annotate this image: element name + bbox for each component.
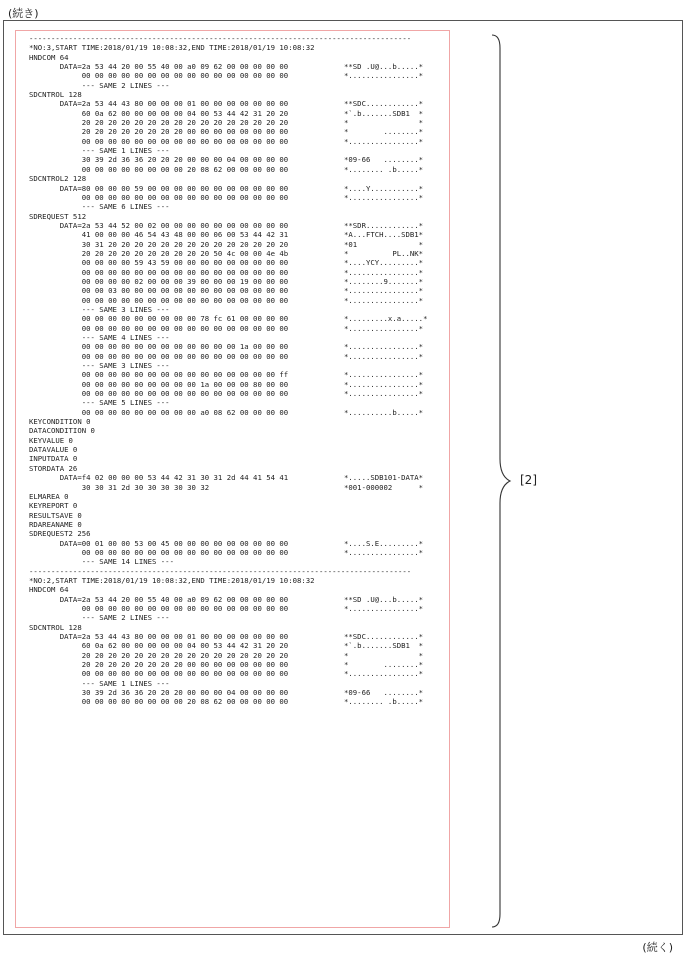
dump-line: [29, 623, 449, 632]
dump-line: [29, 277, 449, 286]
dump-hex-text: 00 00 00 00 00 00 00 00 00 00 00 00 00 00 00 00: [29, 267, 289, 277]
dump-hex-text: 00 00 00 00 00 00 00 00 00 78 fc 61 00 00 00 00: [29, 314, 289, 324]
dump-ascii-text: *................*: [344, 323, 424, 333]
dump-line: [29, 81, 449, 90]
dump-ascii-text: *....Y...........*: [344, 183, 424, 193]
dump-hex-text: ---------------------------------------------------------------------------------------: [29, 566, 412, 576]
dump-hex-text: HNDCOM 64: [29, 52, 69, 62]
dump-hex-text: --- SAME 1 LINES ---: [29, 146, 170, 156]
dump-hex-text: KEYREPORT 0: [29, 501, 78, 511]
dump-hex-text: *NO:3,START TIME:2018/01/19 10:08:32,END TIME:2018/01/19 10:08:32: [29, 43, 315, 53]
right-brace-icon: [490, 34, 520, 929]
dump-hex-text: 00 00 00 00 00 00 00 00 00 00 00 00 00 00 00 00: [29, 192, 289, 202]
dump-hex-text: KEYCONDITION 0: [29, 417, 91, 427]
dump-hex-text: 00 00 00 00 02 00 00 00 39 00 00 00 19 00 00 00: [29, 276, 289, 286]
dump-line: [29, 314, 449, 323]
dump-hex-text: 30 30 31 2d 30 30 30 30 30 32: [29, 482, 210, 492]
dump-line: [29, 557, 449, 566]
dump-line: [29, 324, 449, 333]
dump-hex-text: 00 00 00 00 00 00 00 00 00 00 00 00 00 00 00 00: [29, 669, 289, 679]
dump-hex-text: SDCNTROL 128: [29, 90, 82, 100]
dump-ascii-text: *................*: [344, 351, 424, 361]
dump-line: [29, 258, 449, 267]
dump-line: [29, 548, 449, 557]
dump-ascii-text: *................*: [344, 342, 424, 352]
dump-hex-text: SDREQUEST 512: [29, 211, 87, 221]
dump-line: [29, 361, 449, 370]
dump-hex-text: INPUTDATA 0: [29, 454, 78, 464]
dump-hex-text: 60 0a 62 00 00 00 00 00 04 00 53 44 42 31 20 20: [29, 641, 289, 651]
dump-line: [29, 268, 449, 277]
dump-ascii-text: *................*: [344, 286, 424, 296]
dump-line: [29, 398, 449, 407]
dump-hex-text: 30 39 2d 36 36 20 20 20 00 00 00 04 00 00 00 00: [29, 688, 289, 698]
dump-ascii-text: **SD .U@...b.....*: [344, 594, 424, 604]
dump-line: [29, 426, 449, 435]
dump-line: [29, 230, 449, 239]
dump-ascii-text: **SD .U@...b.....*: [344, 62, 424, 72]
dump-ascii-text: *................*: [344, 370, 424, 380]
dump-hex-text: 00 00 00 00 00 00 00 00 00 00 00 00 00 00 00 00: [29, 136, 289, 146]
dump-ascii-text: *................*: [344, 379, 424, 389]
dump-line: [29, 240, 449, 249]
dump-line: [29, 660, 449, 669]
dump-hex-text: --- SAME 1 LINES ---: [29, 678, 170, 688]
dump-hex-text: --- SAME 2 LINES ---: [29, 80, 170, 90]
dump-hex-text: SDCNTROL 128: [29, 622, 82, 632]
dump-line: [29, 165, 449, 174]
dump-hex-text: --- SAME 3 LINES ---: [29, 304, 170, 314]
dump-line: [29, 146, 449, 155]
dump-hex-text: RDAREANAME 0: [29, 519, 82, 529]
dump-line: [29, 352, 449, 361]
dump-ascii-text: **SDR............*: [344, 220, 424, 230]
dump-line: [29, 305, 449, 314]
dump-line: [29, 529, 449, 538]
dump-ascii-text: *..........b.....*: [344, 407, 424, 417]
dump-hex-text: RESULTSAVE 0: [29, 510, 82, 520]
dump-line: [29, 520, 449, 529]
dump-hex-text: 00 00 00 00 00 00 00 00 20 08 62 00 00 00 00 00: [29, 697, 289, 707]
dump-ascii-text: *.....SDB101-DATA*: [344, 473, 424, 483]
dump-hex-text: DATA=80 00 00 00 59 00 00 00 00 00 00 00 00 00 00 00: [29, 183, 289, 193]
dump-hex-text: 00 00 00 00 00 00 00 00 00 00 00 00 00 00 00 00: [29, 603, 289, 613]
dump-line: [29, 641, 449, 650]
dump-ascii-text: *001-000002 *: [344, 482, 424, 492]
dump-hex-text: 20 20 20 20 20 20 20 20 20 20 20 20 20 20 20 20: [29, 118, 289, 128]
dump-hex-text: 00 00 00 00 00 00 00 00 00 00 00 00 00 00 00 00: [29, 389, 289, 399]
dump-hex-text: 41 00 00 00 46 54 43 48 00 00 06 00 53 44 42 31: [29, 230, 289, 240]
dump-line: [29, 651, 449, 660]
dump-hex-text: 30 31 20 20 20 20 20 20 20 20 20 20 20 20 20 20: [29, 239, 289, 249]
dump-line: [29, 333, 449, 342]
dump-ascii-text: *....S.E.........*: [344, 538, 424, 548]
dump-ascii-text: *........ .b.....*: [344, 697, 424, 707]
dump-line: [29, 417, 449, 426]
dump-ascii-text: *`.b.......SDB1 *: [344, 108, 424, 118]
dump-ascii-text: *09-66 ........*: [344, 688, 424, 698]
dump-line: [29, 679, 449, 688]
dump-line: [29, 473, 449, 482]
dump-line: [29, 174, 449, 183]
dump-line: [29, 34, 449, 43]
dump-hex-text: 30 39 2d 36 36 20 20 20 00 00 00 04 00 00 00 00: [29, 155, 289, 165]
dump-hex-text: DATA=f4 02 00 00 00 53 44 42 31 30 31 2d 44 41 54 41: [29, 473, 289, 483]
dump-hex-text: DATA=00 01 00 00 53 00 45 00 00 00 00 00 00 00 00 00: [29, 538, 289, 548]
dump-ascii-text: **SDC............*: [344, 99, 424, 109]
dump-ascii-text: *01 *: [344, 239, 424, 249]
dump-line: [29, 576, 449, 585]
continued-label-top: (続き): [8, 7, 39, 20]
dump-ascii-text: *09-66 ........*: [344, 155, 424, 165]
dump-line: [29, 62, 449, 71]
dump-ascii-text: * ........*: [344, 660, 424, 670]
dump-line: [29, 697, 449, 706]
dump-hex-text: 00 00 00 00 00 00 00 00 00 00 00 00 00 00 00 00: [29, 351, 289, 361]
continued-label-bottom: (続く): [642, 941, 673, 954]
dump-line: [29, 90, 449, 99]
dump-line: [29, 342, 449, 351]
dump-line: [29, 109, 449, 118]
dump-line: [29, 193, 449, 202]
dump-hex-text: --- SAME 3 LINES ---: [29, 361, 170, 371]
dump-hex-text: 00 00 00 00 00 00 00 00 00 00 00 00 00 00 00 00: [29, 547, 289, 557]
dump-hex-text: 20 20 20 20 20 20 20 20 00 00 00 00 00 00 00 00: [29, 127, 289, 137]
dump-hex-text: --- SAME 14 LINES ---: [29, 557, 174, 567]
dump-ascii-text: *........9.......*: [344, 276, 424, 286]
dump-line: [29, 212, 449, 221]
dump-hex-text: DATAVALUE 0: [29, 445, 78, 455]
dump-line: [29, 539, 449, 548]
dump-hex-text: 00 00 00 00 00 00 00 00 00 00 00 00 00 00 00 00: [29, 71, 289, 81]
dump-ascii-text: *........ .b.....*: [344, 164, 424, 174]
dump-ascii-text: *A...FTCH....SDB1*: [344, 230, 424, 240]
dump-hex-text: DATA=2a 53 44 52 00 02 00 00 00 00 00 00 00 00 00 00: [29, 220, 289, 230]
dump-ascii-text: *................*: [344, 136, 424, 146]
dump-line: [29, 604, 449, 613]
dump-ascii-text: *................*: [344, 547, 424, 557]
dump-hex-text: ELMAREA 0: [29, 491, 69, 501]
dump-line: [29, 202, 449, 211]
dump-hex-text: STORDATA 26: [29, 463, 78, 473]
dump-hex-text: SDCNTROL2 128: [29, 174, 87, 184]
dump-hex-text: --- SAME 6 LINES ---: [29, 202, 170, 212]
dump-ascii-text: * *: [344, 650, 424, 660]
dump-hex-text: 00 00 00 00 59 43 59 00 00 00 00 00 00 00 00 00: [29, 258, 289, 268]
dump-ascii-text: **SDC............*: [344, 632, 424, 641]
dump-line: [29, 501, 449, 510]
dump-hex-text: DATA=2a 53 44 20 00 55 40 00 a0 09 62 00 00 00 00 00: [29, 594, 289, 604]
dump-hex-text: 00 00 03 00 00 00 00 00 00 00 00 00 00 00 00 00: [29, 286, 289, 296]
dump-line: [29, 249, 449, 258]
bracket-label: [2]: [520, 473, 537, 487]
dump-ascii-text: *................*: [344, 295, 424, 305]
dump-hex-text: 60 0a 62 00 00 00 00 00 04 00 53 44 42 31 20 20: [29, 108, 289, 118]
dump-hex-text: SDREQUEST2 256: [29, 529, 91, 539]
dump-hex-text: --- SAME 5 LINES ---: [29, 398, 170, 408]
dump-ascii-text: * PL..NK*: [344, 248, 424, 258]
dump-hex-text: 00 00 00 00 00 00 00 00 00 00 00 00 00 00 00 00: [29, 323, 289, 333]
dump-ascii-text: *................*: [344, 669, 424, 679]
dump-line: [29, 389, 449, 398]
dump-hex-text: HNDCOM 64: [29, 585, 69, 595]
dump-ascii-text: * *: [344, 118, 424, 128]
dump-ascii-text: *................*: [344, 603, 424, 613]
dump-hex-text: 00 00 00 00 00 00 00 00 00 1a 00 00 00 80 00 00: [29, 379, 289, 389]
dump-ascii-text: * ........*: [344, 127, 424, 137]
dump-line: [29, 454, 449, 463]
dump-line: [29, 567, 449, 576]
dump-ascii-text: *................*: [344, 267, 424, 277]
dump-hex-text: 00 00 00 00 00 00 00 00 20 08 62 00 00 00 00 00: [29, 164, 289, 174]
dump-line: [29, 688, 449, 697]
dump-hex-text: --- SAME 4 LINES ---: [29, 333, 170, 342]
dump-hex-text: 00 00 00 00 00 00 00 00 00 a0 08 62 00 00 00 00: [29, 407, 289, 417]
dump-line: [29, 184, 449, 193]
dump-hex-text: 20 20 20 20 20 20 20 20 00 00 00 00 00 00 00 00: [29, 660, 289, 670]
dump-line: [29, 221, 449, 230]
dump-line: [29, 71, 449, 80]
dump-line: [29, 483, 449, 492]
dump-line: [29, 99, 449, 108]
dump-hex-text: *NO:2,START TIME:2018/01/19 10:08:32,END TIME:2018/01/19 10:08:32: [29, 575, 315, 585]
dump-line: [29, 53, 449, 62]
dump-line: [29, 595, 449, 604]
dump-line: [29, 492, 449, 501]
dump-line: [29, 408, 449, 417]
trace-dump-box: [15, 30, 450, 928]
dump-hex-text: DATA=2a 53 44 20 00 55 40 00 a0 09 62 00 00 00 00 00: [29, 62, 289, 72]
dump-line: [29, 511, 449, 520]
dump-line: [29, 137, 449, 146]
dump-ascii-text: *................*: [344, 389, 424, 399]
dump-hex-text: ---------------------------------------------------------------------------------------: [29, 34, 412, 43]
dump-hex-text: 00 00 00 00 00 00 00 00 00 00 00 00 00 00 00 ff: [29, 370, 289, 380]
dump-line: [29, 613, 449, 622]
dump-hex-text: DATA=2a 53 44 43 80 00 00 00 01 00 00 00 00 00 00 00: [29, 99, 289, 109]
dump-line: [29, 370, 449, 379]
dump-ascii-text: *....YCY.........*: [344, 258, 424, 268]
dump-line: [29, 669, 449, 678]
dump-line: [29, 436, 449, 445]
dump-ascii-text: *................*: [344, 192, 424, 202]
dump-hex-text: 20 20 20 20 20 20 20 20 20 20 50 4c 00 00 4e 4b: [29, 248, 289, 258]
dump-line: [29, 286, 449, 295]
dump-ascii-text: *.........x.a.....*: [344, 314, 428, 324]
dump-hex-text: 00 00 00 00 00 00 00 00 00 00 00 00 1a 00 00 00: [29, 342, 289, 352]
dump-line: [29, 585, 449, 594]
dump-hex-text: DATACONDITION 0: [29, 426, 95, 436]
dump-hex-text: KEYVALUE 0: [29, 435, 73, 445]
dump-ascii-text: *`.b.......SDB1 *: [344, 641, 424, 651]
dump-line: [29, 632, 449, 641]
dump-line: [29, 118, 449, 127]
dump-line: [29, 43, 449, 52]
dump-line: [29, 445, 449, 454]
dump-line: [29, 155, 449, 164]
dump-ascii-text: *................*: [344, 71, 424, 81]
dump-line: [29, 296, 449, 305]
dump-hex-text: DATA=2a 53 44 43 80 00 00 00 01 00 00 00 00 00 00 00: [29, 632, 289, 641]
dump-line: [29, 127, 449, 136]
dump-hex-text: 20 20 20 20 20 20 20 20 20 20 20 20 20 20 20 20: [29, 650, 289, 660]
dump-line: [29, 380, 449, 389]
dump-line: [29, 464, 449, 473]
dump-hex-text: 00 00 00 00 00 00 00 00 00 00 00 00 00 00 00 00: [29, 295, 289, 305]
dump-hex-text: --- SAME 2 LINES ---: [29, 613, 170, 623]
